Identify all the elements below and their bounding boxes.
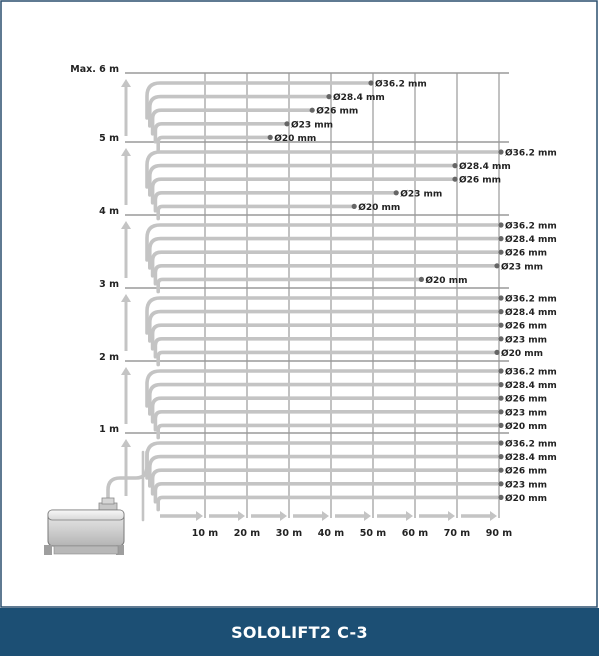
length-arrow-head [490, 511, 497, 521]
length-arrow-head [196, 511, 203, 521]
length-tick-label: 20 m [233, 528, 261, 539]
product-footer [0, 608, 599, 656]
pipe-end-marker [498, 368, 503, 373]
pipe-end-marker [498, 149, 503, 154]
pipe-diameter-label: Ø28.4 mm [505, 381, 557, 392]
height-label: 4 m [99, 206, 119, 217]
pipe-diameter-label: Ø23 mm [501, 262, 544, 273]
pipe-line [158, 425, 499, 437]
pipe-end-marker [498, 250, 503, 255]
pipe-line [147, 371, 499, 406]
pipe-end-marker [326, 94, 331, 99]
pipe-diameter-label: Ø20 mm [505, 421, 548, 432]
pipe-diameter-label: Ø36.2 mm [505, 294, 557, 305]
pipe-diameter-label: Ø26 mm [505, 321, 548, 332]
length-tick-label: 70 m [443, 528, 471, 539]
pipe-end-marker [284, 121, 289, 126]
length-tick-label: 30 m [275, 528, 303, 539]
pipe-diameter-label: Ø36.2 mm [505, 367, 557, 378]
pipe-diameter-label: Ø28.4 mm [459, 162, 511, 173]
pipe-diameter-label: Ø36.2 mm [505, 148, 557, 159]
pipe-diameter-label: Ø23 mm [291, 120, 334, 131]
pipe-end-marker [498, 409, 503, 414]
pipe-end-marker [368, 80, 373, 85]
pipe-diameter-label: Ø20 mm [358, 202, 401, 213]
height-label: Max. 6 m [70, 64, 119, 75]
pipe-diameter-label: Ø36.2 mm [505, 439, 557, 450]
pipe-diameter-label: Ø23 mm [505, 335, 548, 346]
pipe-end-marker [452, 177, 457, 182]
pipe-line [158, 137, 268, 149]
length-tick-label: 60 m [401, 528, 429, 539]
pipe-end-marker [498, 382, 503, 387]
pipe-end-marker [498, 440, 503, 445]
pipe-diameter-label: Ø20 mm [501, 348, 544, 359]
pipe-diameter-label: Ø26 mm [505, 248, 548, 259]
pipe-end-marker [498, 468, 503, 473]
pipe-end-marker [498, 495, 503, 500]
pipe-diameter-label: Ø23 mm [505, 408, 548, 419]
pipe-diameter-label: Ø36.2 mm [375, 79, 427, 90]
pipe-end-marker [498, 295, 503, 300]
pipe-line [158, 497, 499, 509]
pipe-end-marker [494, 350, 499, 355]
pipe-end-marker [268, 135, 273, 140]
height-arrow-head [121, 294, 131, 302]
pipe-end-marker [498, 323, 503, 328]
pipe-end-marker [498, 236, 503, 241]
pipe-end-marker [498, 309, 503, 314]
height-label: 2 m [99, 352, 119, 363]
pipe-end-marker [394, 190, 399, 195]
pipe-end-marker [352, 204, 357, 209]
length-arrow-head [280, 511, 287, 521]
height-label: 3 m [99, 279, 119, 290]
pipe-diameter-label: Ø28.4 mm [505, 235, 557, 246]
height-label: 1 m [99, 424, 119, 435]
height-label: 5 m [99, 133, 119, 144]
pipe-diameter-label: Ø28.4 mm [505, 308, 557, 319]
pipe-diameter-label: Ø26 mm [505, 394, 548, 405]
height-arrow-head [121, 439, 131, 447]
pipe-line [147, 152, 502, 187]
pipe-diameter-label: Ø23 mm [505, 480, 548, 491]
pipe-line [147, 225, 499, 260]
length-arrow-head [364, 511, 371, 521]
pipe-end-marker [494, 263, 499, 268]
pipe-end-marker [419, 277, 424, 282]
pipe-line [147, 298, 499, 333]
pipe-end-marker [452, 163, 457, 168]
pipe-diameter-label: Ø28.4 mm [505, 453, 557, 464]
pipe-diameter-label: Ø20 mm [425, 275, 468, 286]
length-arrow-head [406, 511, 413, 521]
pipe-end-marker [498, 423, 503, 428]
product-title: SOLOLIFT2 C-3 [231, 622, 368, 642]
pipe-diameter-label: Ø20 mm [274, 133, 317, 144]
pipe-diameter-label: Ø23 mm [400, 189, 443, 200]
height-arrow-head [121, 148, 131, 156]
pipe-line [147, 443, 499, 478]
pipe-end-marker [498, 336, 503, 341]
length-arrow-head [322, 511, 329, 521]
pipe-line [158, 352, 495, 364]
pipe-end-marker [498, 481, 503, 486]
height-arrow-head [121, 79, 131, 87]
length-arrow-head [448, 511, 455, 521]
pipe-end-marker [498, 396, 503, 401]
pipe-end-marker [498, 454, 503, 459]
length-tick-label: 40 m [317, 528, 345, 539]
pipe-end-marker [498, 222, 503, 227]
pipe-diameter-label: Ø36.2 mm [505, 221, 557, 232]
pipe-end-marker [310, 108, 315, 113]
pipe-diameter-label: Ø20 mm [505, 493, 548, 504]
pipe-line [158, 206, 352, 218]
length-tick-label: 50 m [359, 528, 387, 539]
pipe-diameter-label: Ø26 mm [316, 106, 359, 117]
pipe-diameter-label: Ø26 mm [505, 466, 548, 477]
height-arrow-head [121, 367, 131, 375]
height-arrow-head [121, 221, 131, 229]
length-tick-label: 10 m [191, 528, 219, 539]
pipe-diameter-label: Ø26 mm [459, 175, 502, 186]
sololift-pump-icon [44, 498, 124, 555]
length-tick-label: 90 m [485, 528, 513, 539]
length-arrow-head [238, 511, 245, 521]
pipe-diameter-label: Ø28.4 mm [333, 93, 385, 104]
